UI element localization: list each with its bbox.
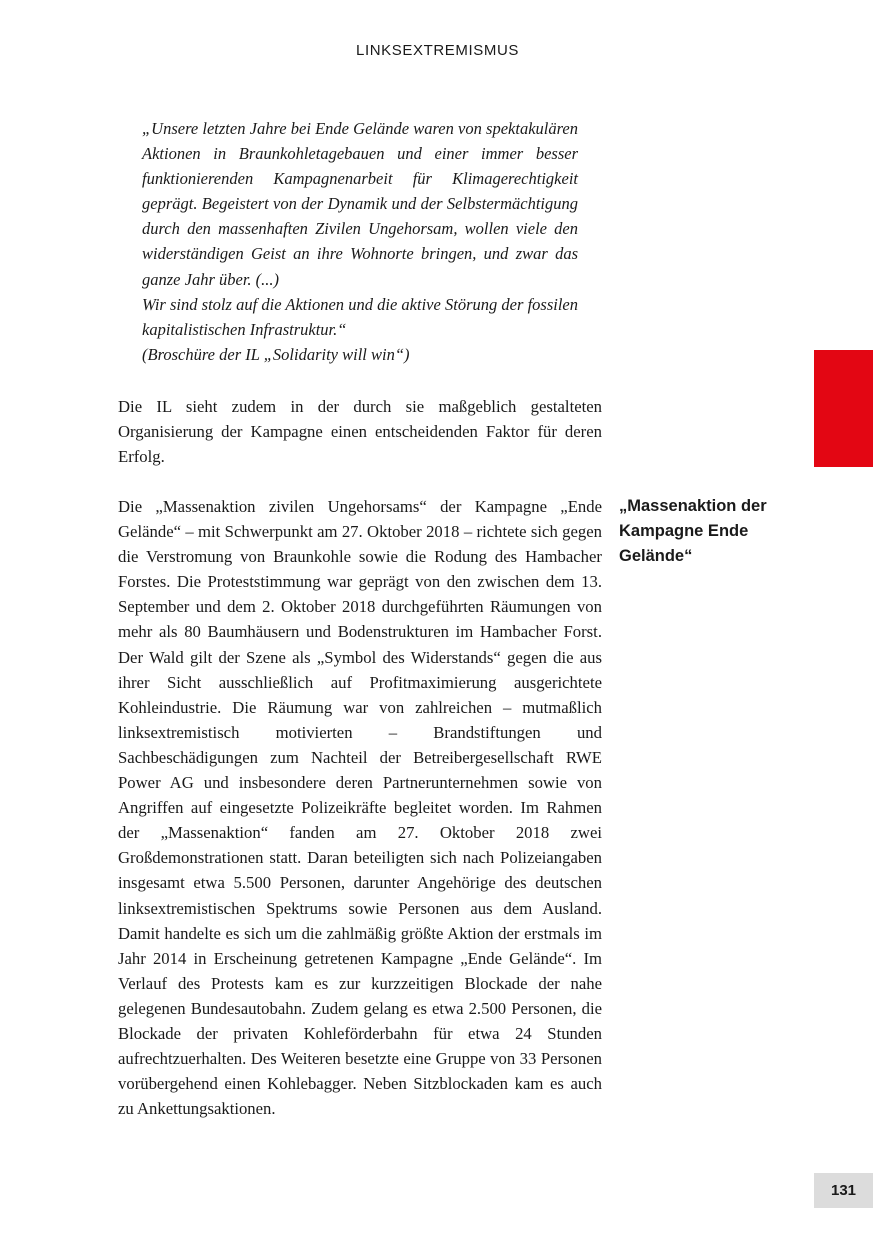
page-number: 131 — [814, 1173, 873, 1208]
body-paragraph-1 — [118, 394, 602, 469]
body-paragraph-1-text: Die IL sieht zudem in der durch sie maßgeblich gestalteten Organisierung der Kampagne einen entscheidenden Faktor für deren Erfolg. — [118, 397, 602, 467]
quote-paragraph-2: Wir sind stolz auf die Aktionen und die aktive Störung der fossilen kapitalistischen Infrastruktur.“ — [142, 294, 578, 339]
marginal-heading: „Massenaktion der Kampagne Ende Gelände“ — [619, 497, 767, 565]
running-head-title: LINKSEXTREMISMUS — [356, 42, 519, 59]
body-paragraph-2 — [118, 494, 602, 1121]
body-paragraph-2-text: Die „Massenaktion zivilen Ungehorsams“ der Kampagne „Ende Gelände“ – mit Schwerpunkt am 27. Oktober 2018 – richtete sich gegen die Verstromung von Braunkohle sowie die Rodung des Hambacher Forstes. Die Proteststimmung war geprägt von den zwischen dem 13. September und dem 2. Oktober 2018 durchgeführten Räumungen von mehr als 80 Baumhäusern und Bodenstrukturen im Hambacher Forst. Der Wald gilt der Szene als „Symbol des Widerstands“ gegen die aus ihrer Sicht ausschließlich auf Profitmaximierung ausgerichtete Kohleindustrie. Die Räumung war von zahlreichen – mutmaßlich linksextremistisch motivierten – Brandstiftungen und Sachbeschädigungen zum Nachteil der Betreibergesellschaft RWE Power AG und insbesondere deren Partnerunternehmen sowie von Angriffen auf eingesetzte Polizeikräfte begleitet worden. Im Rahmen der „Massenaktion“ fanden am 27. Oktober 2018 zwei Großdemonstrationen statt. Daran beteiligten sich nach Polizeiangaben insgesamt etwa 5.500 Personen, darunter Angehörige des deutschen linksextremistischen Spektrums sowie Personen aus dem Ausland. Damit handelte es sich um die zahlmäßig größte Aktion der erstmals im Jahr 2014 in Erscheinung getretenen Kampagne „Ende Gelände“. Im Verlauf des Protests kam es zur kurzzeitigen Blockade der nahe gelegenen Bundesautobahn. Zudem gelang es etwa 2.500 Personen, die Blockade der privaten Kohleförderbahn für etwa 24 Stunden aufrechtzuerhalten. Des Weiteren besetzte eine Gruppe von 33 Personen vorübergehend einen Kohlebagger. Neben Sitzblockaden kam es auch zu Ankettungsaktionen. — [118, 497, 602, 1119]
quote-source: (Broschüre der IL „Solidarity will win“) — [142, 344, 410, 364]
chapter-tab-marker — [814, 350, 873, 467]
block-quote — [142, 116, 578, 367]
quote-paragraph-1: „Unsere letzten Jahre bei Ende Gelände waren von spektakulären Aktionen in Braunkohletagebauen und einer immer besser funktionierenden Kampagnenarbeit für Klimagerechtigkeit geprägt. Begeistert von der Dynamik und der Selbstermächtigung durch den massenhaften Zivilen Ungehorsam, wollen viele den widerständigen Geist an ihre Wohnorte bringen, und zwar das ganze Jahr über. (...) — [142, 119, 578, 289]
